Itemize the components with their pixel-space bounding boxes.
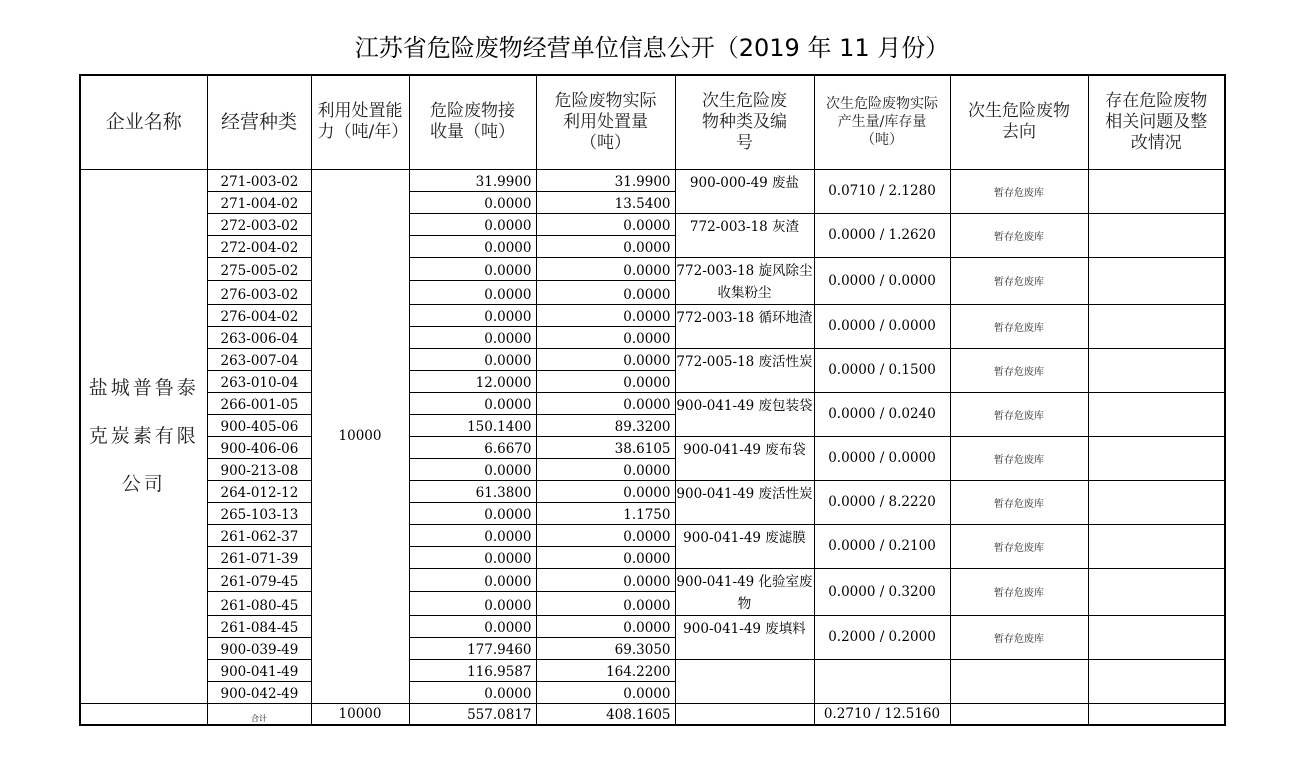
header-row bbox=[80, 75, 1225, 169]
category-code-cell: 261-080-45 bbox=[207, 592, 311, 616]
category-code-cell: 263-006-04 bbox=[207, 326, 311, 348]
processed-cell: 38.6105 bbox=[536, 436, 675, 458]
category-code-cell: 900-405-06 bbox=[207, 414, 311, 436]
secondary-amount-cell: 0.0000 / 0.0240 bbox=[814, 392, 950, 436]
issues-cell bbox=[1088, 348, 1225, 392]
processed-cell: 0.0000 bbox=[536, 281, 675, 305]
secondary-amount-cell: 0.0000 / 0.0000 bbox=[814, 304, 950, 348]
received-cell: 0.0000 bbox=[409, 392, 536, 414]
received-cell: 12.0000 bbox=[409, 370, 536, 392]
category-code-cell: 264-012-12 bbox=[207, 480, 311, 502]
category-code-cell: 900-213-08 bbox=[207, 458, 311, 480]
secondary-amount-cell: 0.0000 / 0.0000 bbox=[814, 257, 950, 304]
table-row bbox=[80, 480, 1225, 502]
received-cell: 0.0000 bbox=[409, 568, 536, 592]
category-code-cell: 265-103-13 bbox=[207, 502, 311, 524]
totals-processed: 408.1605 bbox=[536, 703, 675, 725]
secondary-amount-cell: 0.0710 / 2.1280 bbox=[814, 169, 950, 213]
processed-cell: 69.3050 bbox=[536, 637, 675, 659]
processed-cell: 0.0000 bbox=[536, 546, 675, 568]
totals-label: 合计 bbox=[207, 703, 311, 725]
issues-cell bbox=[1088, 524, 1225, 568]
secondary-type-cell: 772-005-18 废活性炭 bbox=[675, 348, 814, 392]
table-row bbox=[80, 213, 1225, 235]
processed-cell: 0.0000 bbox=[536, 304, 675, 326]
secondary-amount-cell: 0.0000 / 0.0000 bbox=[814, 436, 950, 480]
category-code-cell: 263-007-04 bbox=[207, 348, 311, 370]
category-code-cell: 275-005-02 bbox=[207, 257, 311, 281]
table-row bbox=[80, 524, 1225, 546]
received-cell: 0.0000 bbox=[409, 257, 536, 281]
secondary-destination-cell: 暂存危废库 bbox=[950, 568, 1088, 615]
totals-secondary-amount: 0.2710 / 12.5160 bbox=[814, 703, 950, 725]
secondary-destination-cell: 暂存危废库 bbox=[950, 615, 1088, 659]
header-processed: 危险废物实际利用处置量（吨） bbox=[536, 75, 675, 169]
received-cell: 31.9900 bbox=[409, 169, 536, 191]
processed-cell: 0.0000 bbox=[536, 326, 675, 348]
processed-cell: 0.0000 bbox=[536, 615, 675, 637]
received-cell: 0.0000 bbox=[409, 546, 536, 568]
issues-cell bbox=[1088, 213, 1225, 257]
category-code-cell: 266-001-05 bbox=[207, 392, 311, 414]
totals-destination bbox=[950, 703, 1088, 725]
issues-cell bbox=[1088, 304, 1225, 348]
received-cell: 0.0000 bbox=[409, 681, 536, 703]
secondary-amount-cell: 0.0000 / 8.2220 bbox=[814, 480, 950, 524]
header-issues: 存在危险废物相关问题及整改情况 bbox=[1088, 75, 1225, 169]
secondary-destination-cell: 暂存危废库 bbox=[950, 169, 1088, 213]
totals-received: 557.0817 bbox=[409, 703, 536, 725]
category-code-cell: 900-041-49 bbox=[207, 659, 311, 681]
category-code-cell: 900-042-49 bbox=[207, 681, 311, 703]
header-secondary-destination: 次生危险废物去向 bbox=[950, 75, 1088, 169]
page-title: 江苏省危险废物经营单位信息公开（2019 年 11 月份） bbox=[354, 34, 950, 62]
received-cell: 0.0000 bbox=[409, 235, 536, 257]
table-row bbox=[80, 568, 1225, 592]
header-company: 企业名称 bbox=[80, 75, 207, 169]
category-code-cell: 271-003-02 bbox=[207, 169, 311, 191]
category-code-cell: 261-079-45 bbox=[207, 568, 311, 592]
processed-cell: 31.9900 bbox=[536, 169, 675, 191]
issues-cell bbox=[1088, 615, 1225, 659]
processed-cell: 0.0000 bbox=[536, 592, 675, 616]
secondary-amount-cell: 0.0000 / 0.3200 bbox=[814, 568, 950, 615]
secondary-type-cell bbox=[675, 659, 814, 703]
issues-cell bbox=[1088, 480, 1225, 524]
secondary-destination-cell: 暂存危废库 bbox=[950, 436, 1088, 480]
secondary-type-cell: 900-041-49 废滤膜 bbox=[675, 524, 814, 568]
header-received: 危险废物接收量（吨） bbox=[409, 75, 536, 169]
issues-cell bbox=[1088, 257, 1225, 304]
processed-cell: 164.2200 bbox=[536, 659, 675, 681]
processed-cell: 0.0000 bbox=[536, 257, 675, 281]
received-cell: 0.0000 bbox=[409, 326, 536, 348]
processed-cell: 0.0000 bbox=[536, 568, 675, 592]
secondary-type-cell: 772-003-18 灰渣 bbox=[675, 213, 814, 257]
table-row bbox=[80, 436, 1225, 458]
received-cell: 0.0000 bbox=[409, 615, 536, 637]
received-cell: 6.6670 bbox=[409, 436, 536, 458]
processed-cell: 0.0000 bbox=[536, 458, 675, 480]
category-code-cell: 261-062-37 bbox=[207, 524, 311, 546]
issues-cell bbox=[1088, 568, 1225, 615]
processed-cell: 0.0000 bbox=[536, 235, 675, 257]
secondary-type-cell: 900-041-49 废布袋 bbox=[675, 436, 814, 480]
secondary-type-cell: 900-041-49 化验室废物 bbox=[675, 568, 814, 615]
received-cell: 0.0000 bbox=[409, 592, 536, 616]
table-row bbox=[80, 257, 1225, 281]
category-code-cell: 272-004-02 bbox=[207, 235, 311, 257]
totals-empty-cell bbox=[80, 703, 207, 725]
received-cell: 177.9460 bbox=[409, 637, 536, 659]
processed-cell: 0.0000 bbox=[536, 213, 675, 235]
processed-cell: 89.3200 bbox=[536, 414, 675, 436]
table-row bbox=[80, 659, 1225, 681]
secondary-type-cell: 900-041-49 废填料 bbox=[675, 615, 814, 659]
secondary-destination-cell bbox=[950, 659, 1088, 703]
processed-cell: 0.0000 bbox=[536, 524, 675, 546]
received-cell: 116.9587 bbox=[409, 659, 536, 681]
company-name-cell: 盐城普鲁泰克炭素有限公司 bbox=[80, 169, 207, 703]
secondary-type-cell: 772-003-18 循环地渣 bbox=[675, 304, 814, 348]
secondary-type-cell: 900-000-49 废盐 bbox=[675, 169, 814, 213]
processed-cell: 13.5400 bbox=[536, 191, 675, 213]
header-category: 经营种类 bbox=[207, 75, 311, 169]
secondary-amount-cell: 0.0000 / 0.2100 bbox=[814, 524, 950, 568]
waste-info-table bbox=[79, 74, 1226, 726]
secondary-type-cell: 900-041-49 废包装袋 bbox=[675, 392, 814, 436]
secondary-amount-cell: 0.0000 / 1.2620 bbox=[814, 213, 950, 257]
secondary-amount-cell bbox=[814, 659, 950, 703]
totals-issues bbox=[1088, 703, 1225, 725]
secondary-destination-cell: 暂存危废库 bbox=[950, 213, 1088, 257]
table-row bbox=[80, 304, 1225, 326]
secondary-destination-cell: 暂存危废库 bbox=[950, 392, 1088, 436]
secondary-amount-cell: 0.2000 / 0.2000 bbox=[814, 615, 950, 659]
received-cell: 0.0000 bbox=[409, 191, 536, 213]
table-row bbox=[80, 615, 1225, 637]
processed-cell: 1.1750 bbox=[536, 502, 675, 524]
capacity-cell: 10000 bbox=[311, 169, 409, 703]
header-secondary-amount: 次生危险废物实际产生量/库存量（吨） bbox=[814, 75, 950, 169]
category-code-cell: 276-003-02 bbox=[207, 281, 311, 305]
category-code-cell: 261-071-39 bbox=[207, 546, 311, 568]
secondary-destination-cell: 暂存危废库 bbox=[950, 524, 1088, 568]
processed-cell: 0.0000 bbox=[536, 348, 675, 370]
table-row bbox=[80, 169, 1225, 191]
secondary-type-cell: 772-003-18 旋风除尘收集粉尘 bbox=[675, 257, 814, 304]
table-row bbox=[80, 392, 1225, 414]
totals-secondary-type bbox=[675, 703, 814, 725]
received-cell: 0.0000 bbox=[409, 502, 536, 524]
processed-cell: 0.0000 bbox=[536, 480, 675, 502]
category-code-cell: 900-406-06 bbox=[207, 436, 311, 458]
issues-cell bbox=[1088, 392, 1225, 436]
totals-capacity: 10000 bbox=[311, 703, 409, 725]
processed-cell: 0.0000 bbox=[536, 392, 675, 414]
received-cell: 0.0000 bbox=[409, 458, 536, 480]
secondary-destination-cell: 暂存危废库 bbox=[950, 348, 1088, 392]
category-code-cell: 272-003-02 bbox=[207, 213, 311, 235]
received-cell: 0.0000 bbox=[409, 304, 536, 326]
category-code-cell: 276-004-02 bbox=[207, 304, 311, 326]
category-code-cell: 900-039-49 bbox=[207, 637, 311, 659]
received-cell: 0.0000 bbox=[409, 281, 536, 305]
secondary-amount-cell: 0.0000 / 0.1500 bbox=[814, 348, 950, 392]
category-code-cell: 261-084-45 bbox=[207, 615, 311, 637]
received-cell: 61.3800 bbox=[409, 480, 536, 502]
secondary-destination-cell: 暂存危废库 bbox=[950, 257, 1088, 304]
issues-cell bbox=[1088, 659, 1225, 703]
table-row bbox=[80, 348, 1225, 370]
secondary-destination-cell: 暂存危废库 bbox=[950, 304, 1088, 348]
secondary-destination-cell: 暂存危废库 bbox=[950, 480, 1088, 524]
received-cell: 0.0000 bbox=[409, 348, 536, 370]
received-cell: 150.1400 bbox=[409, 414, 536, 436]
received-cell: 0.0000 bbox=[409, 213, 536, 235]
totals-row bbox=[80, 703, 1225, 725]
processed-cell: 0.0000 bbox=[536, 681, 675, 703]
secondary-type-cell: 900-041-49 废活性炭 bbox=[675, 480, 814, 524]
category-code-cell: 263-010-04 bbox=[207, 370, 311, 392]
issues-cell bbox=[1088, 436, 1225, 480]
header-secondary-type: 次生危险废物种类及编号 bbox=[675, 75, 814, 169]
issues-cell bbox=[1088, 169, 1225, 213]
processed-cell: 0.0000 bbox=[536, 370, 675, 392]
received-cell: 0.0000 bbox=[409, 524, 536, 546]
category-code-cell: 271-004-02 bbox=[207, 191, 311, 213]
header-capacity: 利用处置能力（吨/年） bbox=[311, 75, 409, 169]
